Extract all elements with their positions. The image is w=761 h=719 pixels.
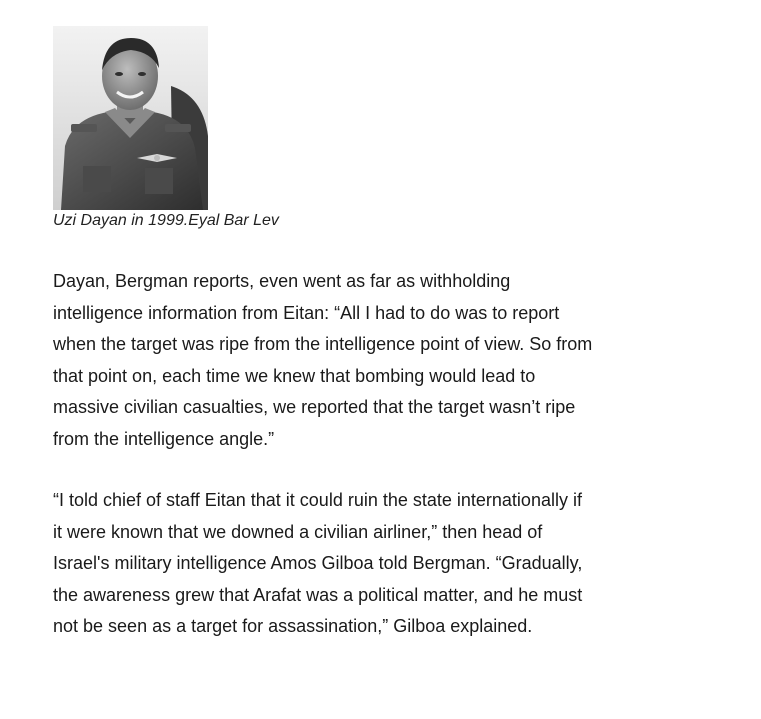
text-line: massive civilian casualties, we reported that the target wasn’t ripe xyxy=(53,397,576,417)
text-line: it were known that we downed a civilian airliner,” then head of xyxy=(53,521,543,542)
text-line: the awareness grew that Arafat was a political matter, and he must xyxy=(53,584,583,605)
text-line: intelligence information from Eitan: “All I had to do was to report xyxy=(53,302,560,323)
text-line: that point on, each time we knew that bombing would lead to xyxy=(53,365,536,386)
text-line: when the target was ripe from the intelligence point of view. So from xyxy=(53,334,593,354)
photo-caption: Uzi Dayan in 1999.Eyal Bar Lev xyxy=(53,212,279,229)
paragraph xyxy=(53,485,673,643)
paragraph xyxy=(53,266,673,455)
text-line: Dayan, Bergman reports, even went as far as withholding xyxy=(53,271,511,291)
text-line: Israel's military intelligence Amos Gilboa told Bergman. “Gradually, xyxy=(53,553,583,573)
portrait-photo xyxy=(53,26,208,210)
text-line: “I told chief of staff Eitan that it could ruin the state internationally if xyxy=(53,490,582,510)
article-body xyxy=(53,266,673,643)
text-line: not be seen as a target for assassination,” Gilboa explained. xyxy=(53,616,533,636)
portrait-photo-image xyxy=(53,26,208,210)
text-line: from the intelligence angle.” xyxy=(53,428,275,449)
